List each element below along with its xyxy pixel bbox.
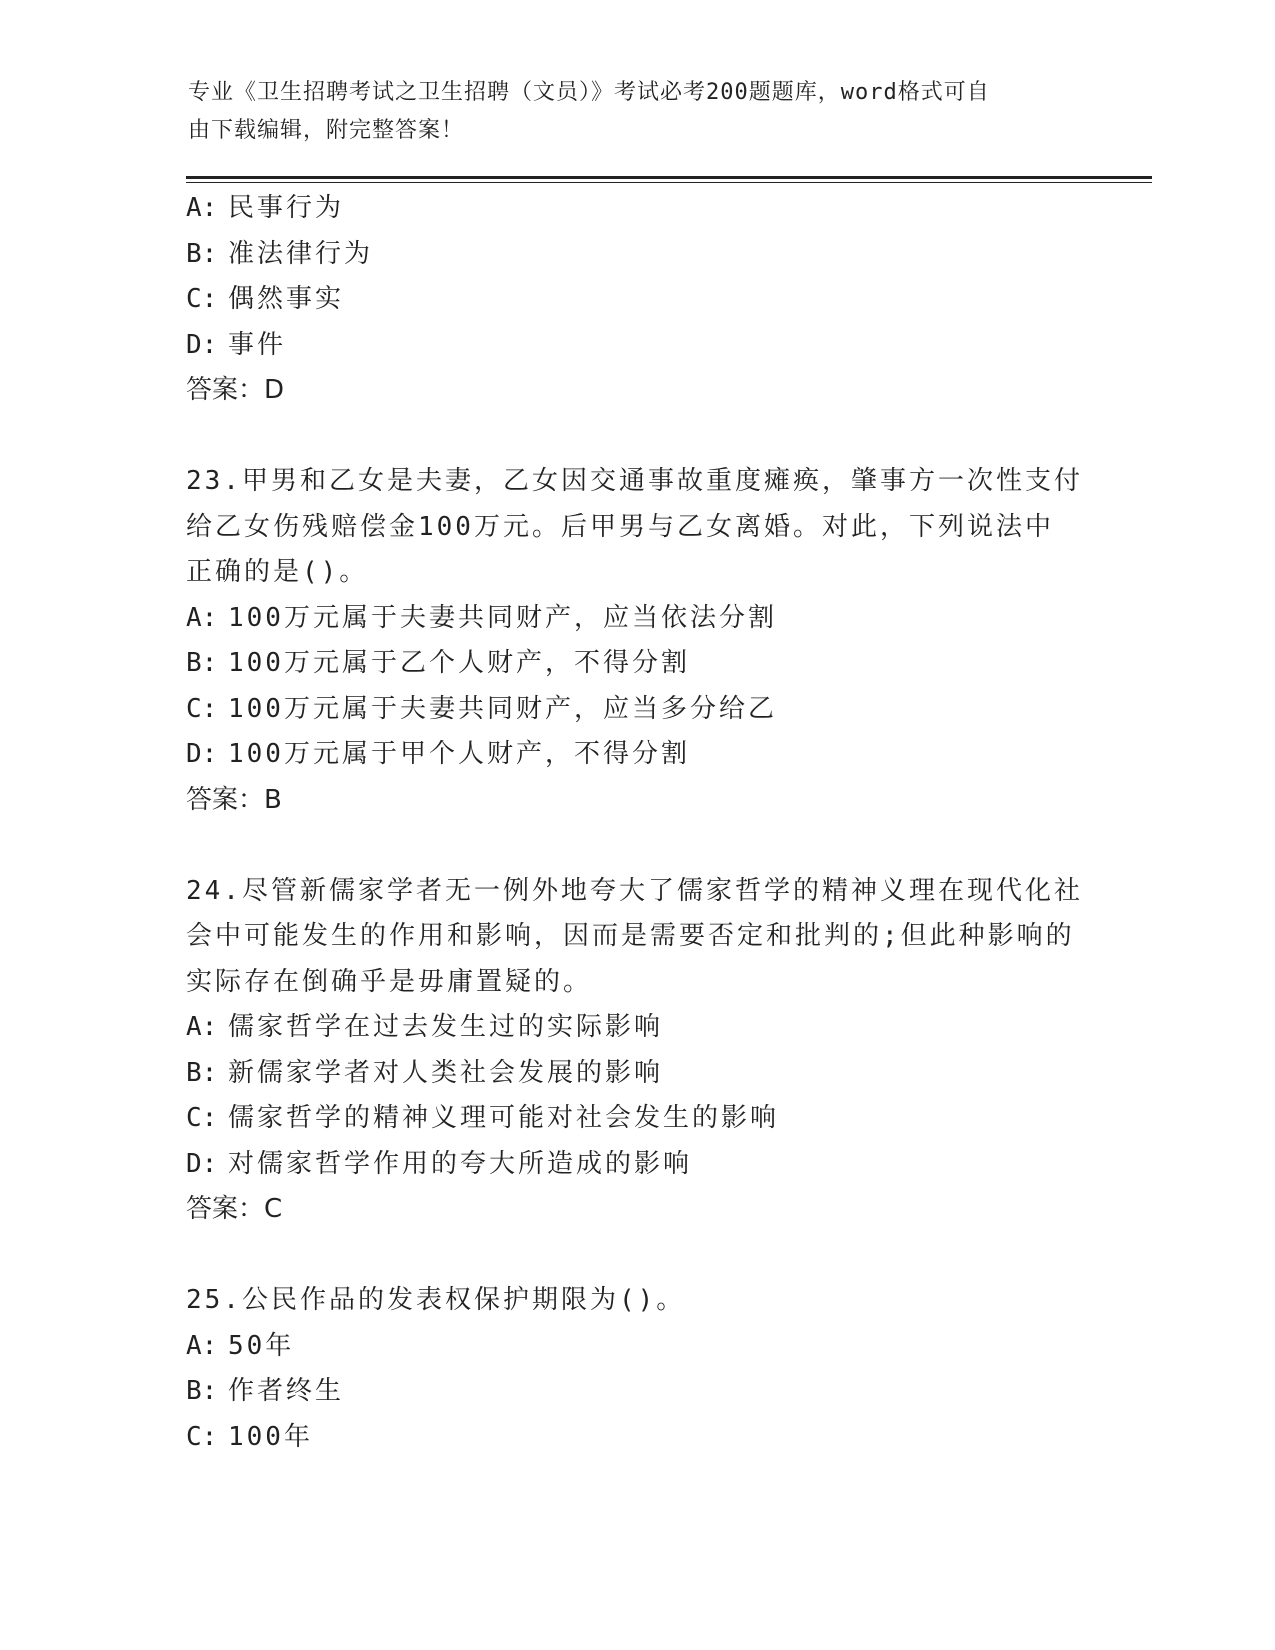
document-header [188, 74, 1068, 150]
option-a: A: 儒家哲学在过去发生过的实际影响 [186, 1012, 664, 1042]
option-b: B: 准法律行为 [186, 238, 374, 269]
question-stem-line: 正确的是()。 [186, 557, 369, 587]
option-a: A: 民事行为 [186, 193, 345, 223]
option-c: C: 100年 [186, 1421, 313, 1452]
question-stem-line: 23.甲男和乙女是夫妻，乙女因交通事故重度瘫痪，肇事方一次性支付 [186, 466, 1083, 496]
question-stem-line: 会中可能发生的作用和影响，因而是需要否定和批判的;但此种影响的 [186, 921, 1075, 951]
option-c: C: 100万元属于夫妻共同财产，应当多分给乙 [186, 693, 777, 724]
spacer [186, 414, 1086, 460]
question-stem-line: 实际存在倒确乎是毋庸置疑的。 [186, 966, 593, 997]
option-c: C: 儒家哲学的精神义理可能对社会发生的影响 [186, 1103, 780, 1133]
question-list [186, 186, 1086, 1460]
spacer [186, 1233, 1086, 1279]
question-stem-line: 24.尽管新儒家学者无一例外地夸大了儒家哲学的精神义理在现代化社 [186, 875, 1083, 906]
header-line-2: 由下载编辑，附完整答案！ [188, 118, 465, 143]
option-b: B: 作者终生 [186, 1376, 345, 1406]
header-line-1: 专业《卫生招聘考试之卫生招聘（文员）》考试必考200题题库，word格式可自 [188, 80, 990, 105]
question-stem-line: 25.公民作品的发表权保护期限为()。 [186, 1285, 686, 1315]
option-a: A: 100万元属于夫妻共同财产，应当依法分割 [186, 602, 777, 633]
option-d: D: 对儒家哲学作用的夸大所造成的影响 [186, 1148, 693, 1179]
question-stem-line: 给乙女伤残赔偿金100万元。后甲男与乙女离婚。对此，下列说法中 [186, 511, 1054, 542]
option-d: D: 100万元属于甲个人财产，不得分割 [186, 739, 690, 769]
answer-line: 答案：D [186, 375, 285, 405]
answer-line: 答案：B [186, 784, 282, 815]
option-b: B: 100万元属于乙个人财产，不得分割 [186, 648, 690, 678]
option-c: C: 偶然事实 [186, 284, 345, 314]
question-24 [186, 869, 1086, 1233]
question-23 [186, 459, 1086, 823]
question-22 [186, 186, 1086, 414]
option-a: A: 50年 [186, 1330, 295, 1361]
header-divider-thick [186, 176, 1152, 179]
option-b: B: 新儒家学者对人类社会发展的影响 [186, 1057, 664, 1088]
option-d: D: 事件 [186, 329, 287, 360]
question-25 [186, 1278, 1086, 1460]
spacer [186, 823, 1086, 869]
header-divider-thin [186, 182, 1152, 183]
answer-line: 答案：C [186, 1194, 283, 1224]
